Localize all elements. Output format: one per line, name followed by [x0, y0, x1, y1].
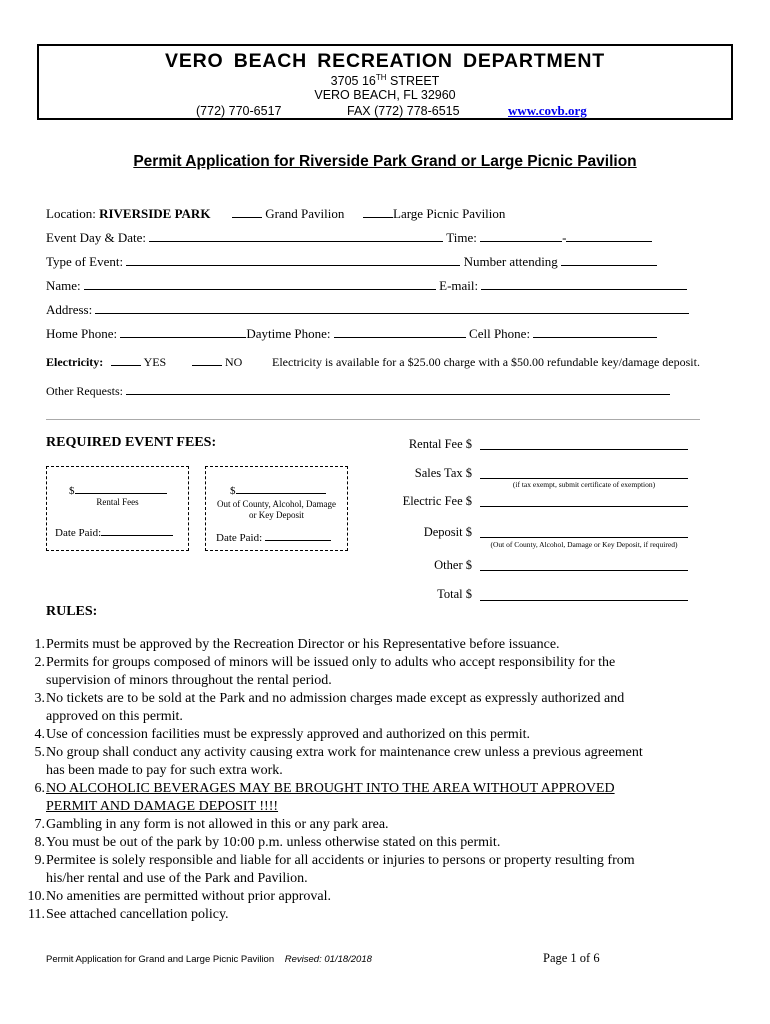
rental-fees-caption: Rental Fees: [96, 497, 139, 507]
location-row: [46, 206, 210, 222]
electricity-yes-option[interactable]: [111, 355, 166, 370]
deposit-label: Deposit $: [423, 525, 472, 539]
deposit-fees-caption-2: or Key Deposit: [249, 510, 304, 520]
electricity-yes-label: YES: [143, 355, 167, 369]
rental-fees-amount: [69, 483, 167, 497]
other-fee-label: Other $: [434, 558, 472, 572]
section-divider: [46, 419, 700, 420]
event-date-row: [46, 230, 652, 246]
cell-phone-label: Cell Phone:: [469, 326, 531, 341]
email-field[interactable]: [481, 279, 687, 290]
rule-number: 1.: [34, 637, 45, 652]
rental-fees-dollar: $: [69, 485, 75, 497]
cell-phone-field[interactable]: [533, 327, 657, 338]
deposit-fees-amount: [230, 483, 326, 497]
other-requests-field[interactable]: [126, 384, 670, 395]
deposit-date-field[interactable]: [265, 530, 331, 541]
rule-text: Gambling in any form is not allowed in this or any park area.: [46, 817, 389, 832]
footer-revised-date: Revised: 01/18/2018: [284, 954, 372, 965]
fax-number: FAX (772) 778-6515: [347, 104, 460, 118]
address-field[interactable]: [95, 303, 689, 314]
rule-text: Permitee is solely responsible and liable for all accidents or injuries to persons or property resulting from: [46, 853, 635, 868]
time-separator: -: [562, 230, 567, 245]
rule-text: approved on this permit.: [46, 709, 183, 724]
rental-fees-date: [55, 525, 173, 539]
electricity-no-blank[interactable]: [192, 355, 222, 366]
street-address: [39, 73, 731, 88]
rule-number: 11.: [28, 907, 45, 922]
rule-text: has been made to pay for such extra work.: [46, 763, 283, 778]
header-box: [37, 44, 733, 120]
daytime-phone-field[interactable]: [334, 327, 466, 338]
home-phone-field[interactable]: [120, 327, 246, 338]
org-name: VERO BEACH RECREATION DEPARTMENT: [165, 50, 605, 72]
event-date-label: Event Day & Date:: [46, 230, 146, 245]
rule-number: 2.: [34, 655, 45, 670]
rule-number: 3.: [34, 691, 45, 706]
electric-fee-field[interactable]: [480, 506, 688, 507]
rule-number: 4.: [34, 727, 45, 742]
rule-text: No group shall conduct any activity causing extra work for maintenance crew unless a previous agreement: [46, 745, 643, 760]
event-type-field[interactable]: [126, 255, 460, 266]
rule-text: You must be out of the park by 10:00 p.m. unless otherwise stated on this permit.: [46, 835, 501, 850]
home-phone-label: Home Phone:: [46, 326, 118, 341]
daytime-phone-label: Daytime Phone:: [246, 326, 331, 341]
email-label: E-mail:: [439, 278, 479, 293]
rule-text: No tickets are to be sold at the Park and no admission charges made except as expressly authorized and: [46, 691, 625, 706]
other-requests-label: Other Requests:: [46, 384, 123, 398]
page-title: Permit Application for Riverside Park Grand or Large Picnic Pavilion: [133, 153, 637, 170]
large-pavilion-blank[interactable]: [363, 207, 393, 218]
name-field[interactable]: [84, 279, 436, 290]
event-type-label: Type of Event:: [46, 254, 124, 269]
location-value: RIVERSIDE PARK: [99, 206, 211, 221]
sales-tax-label: Sales Tax $: [414, 466, 472, 480]
rule-number: 10.: [27, 889, 45, 904]
street-number: 3705 16: [330, 74, 376, 89]
name-row: [46, 278, 687, 294]
number-attending-label: Number attending: [463, 254, 558, 269]
electricity-note: Electricity is available for a $25.00 charge with a $50.00 refundable key/damage deposit.: [272, 355, 700, 369]
rental-fees-field[interactable]: [75, 483, 167, 494]
rule-text: NO ALCOHOLIC BEVERAGES MAY BE BROUGHT INTO THE AREA WITHOUT APPROVED: [46, 781, 615, 796]
rule-text: No amenities are permitted without prior approval.: [46, 889, 331, 904]
other-requests-row: [46, 384, 670, 399]
total-label: Total $: [437, 587, 472, 601]
deposit-fees-dollar: $: [230, 485, 236, 497]
event-date-field[interactable]: [149, 231, 443, 242]
rule-number: 8.: [34, 835, 45, 850]
phone-row: [46, 326, 657, 342]
phone-number: (772) 770-6517: [196, 104, 282, 118]
rule-number: 6.: [34, 781, 45, 796]
rental-date-label: Date Paid:: [55, 527, 102, 539]
electricity-yes-blank[interactable]: [111, 355, 141, 366]
rule-text: supervision of minors throughout the rental period.: [46, 673, 332, 688]
rule-text: his/her rental and use of the Park and Pavilion.: [46, 871, 308, 886]
rental-fee-label: Rental Fee $: [408, 437, 472, 451]
time-start-field[interactable]: [480, 231, 562, 242]
street-suffix: TH: [375, 73, 387, 82]
rules-list: [23, 636, 743, 926]
rule-text: Use of concession facilities must be expressly approved and authorized on this permit.: [46, 727, 531, 742]
large-pavilion-label: Large Picnic Pavilion: [393, 206, 506, 221]
footer-form-name: [46, 954, 372, 965]
deposit-fees-caption-1: Out of County, Alcohol, Damage: [217, 499, 336, 509]
name-label: Name:: [46, 278, 81, 293]
event-type-row: [46, 254, 657, 270]
deposit-fees-date: [216, 530, 331, 544]
rule-text: PERMIT AND DAMAGE DEPOSIT !!!!: [46, 799, 279, 814]
other-fee-field[interactable]: [480, 570, 688, 571]
electricity-label: Electricity:: [46, 355, 104, 369]
total-field[interactable]: [480, 600, 688, 601]
street-name: STREET: [386, 74, 440, 89]
electricity-row: [46, 355, 103, 370]
electric-fee-label: Electric Fee $: [402, 494, 472, 508]
deposit-note: (Out of County, Alcohol, Damage or Key Deposit, if required): [490, 540, 678, 549]
location-label: Location:: [46, 206, 96, 221]
sales-tax-note: (if tax exempt, submit certificate of exemption): [512, 480, 656, 489]
electricity-no-label: NO: [225, 355, 243, 369]
rental-fees-box: [46, 466, 189, 551]
rule-text: See attached cancellation policy.: [46, 907, 229, 922]
address-label: Address:: [46, 302, 93, 317]
grand-pavilion-label: Grand Pavilion: [265, 206, 345, 221]
page-number: Page 1 of 6: [543, 951, 600, 965]
sales-tax-field[interactable]: [480, 478, 688, 479]
grand-pavilion-option[interactable]: [232, 206, 344, 222]
rule-text: Permits must be approved by the Recreation Director or his Representative before issuance.: [46, 637, 560, 652]
address-row: [46, 302, 689, 318]
rule-number: 9.: [34, 853, 45, 868]
rental-date-field[interactable]: [101, 525, 173, 536]
rule-number: 5.: [34, 745, 45, 760]
rule-text: Permits for groups composed of minors will be issued only to adults who accept responsibility for the: [46, 655, 616, 670]
deposit-field[interactable]: [480, 537, 688, 538]
footer-form-title: Permit Application for Grand and Large Picnic Pavilion: [46, 954, 275, 965]
grand-pavilion-blank[interactable]: [232, 207, 262, 218]
fees-heading: REQUIRED EVENT FEES:: [46, 435, 217, 450]
rule-number: 7.: [34, 817, 45, 832]
rental-fee-field[interactable]: [480, 449, 688, 450]
time-end-field[interactable]: [566, 231, 652, 242]
city-state-zip: VERO BEACH, FL 32960: [314, 88, 456, 102]
rules-heading: RULES:: [46, 604, 98, 619]
deposit-fees-field[interactable]: [236, 483, 326, 494]
deposit-fees-box: [205, 466, 348, 551]
deposit-date-label: Date Paid:: [216, 532, 263, 544]
website-link[interactable]: www.covb.org: [508, 103, 587, 118]
large-pavilion-option[interactable]: [363, 206, 505, 222]
number-attending-field[interactable]: [561, 255, 657, 266]
electricity-no-option[interactable]: [192, 355, 242, 370]
time-label: Time:: [446, 230, 477, 245]
